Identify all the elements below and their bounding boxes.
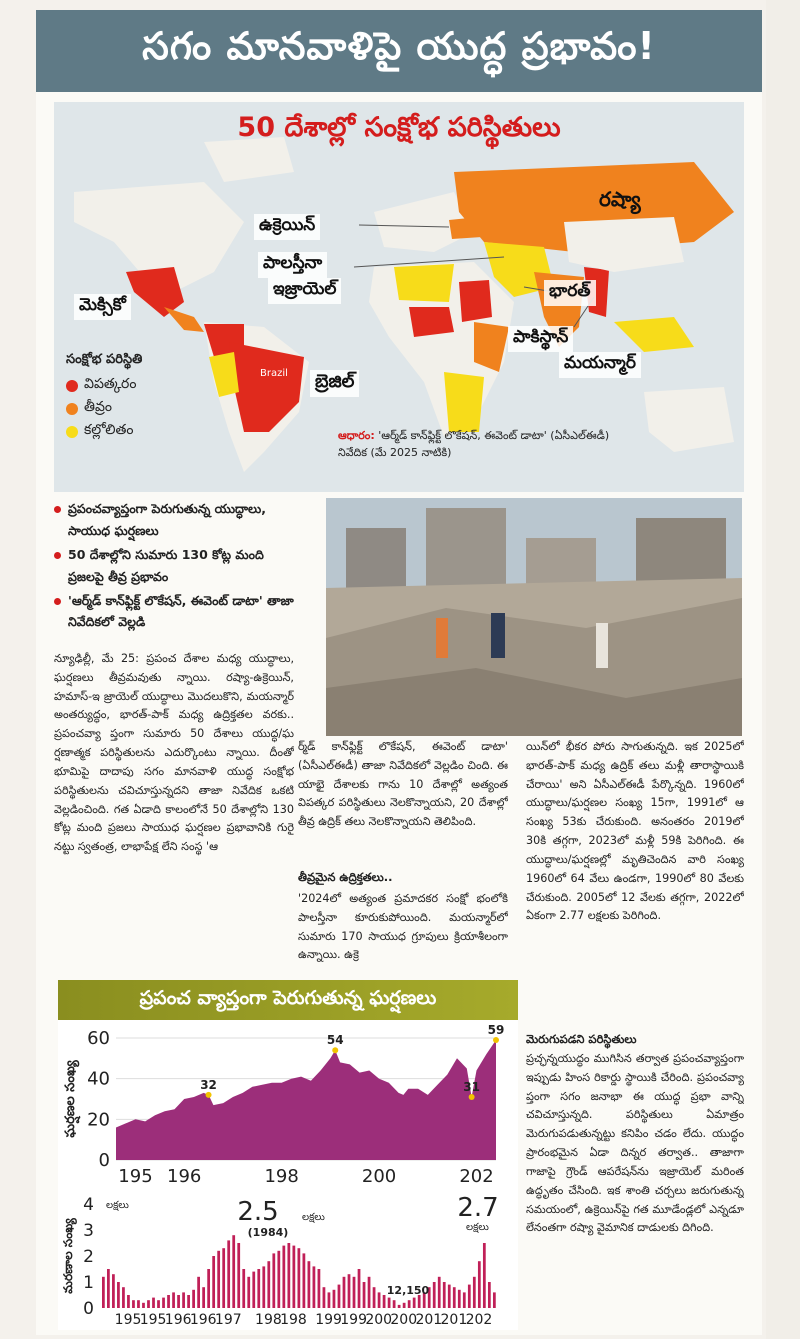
death-bar xyxy=(433,1282,436,1308)
conflicts-chart-box xyxy=(58,980,518,1330)
death-bar xyxy=(192,1290,195,1308)
map-legend xyxy=(66,352,142,445)
death-bar xyxy=(112,1274,115,1308)
death-bar xyxy=(107,1269,110,1308)
headline-banner xyxy=(36,10,762,92)
annotation-label: 32 xyxy=(200,1077,217,1092)
africa-north-conflict xyxy=(394,264,454,302)
death-bar xyxy=(297,1248,300,1308)
subheading-tensions: తీవ్రమైన ఉద్రిక్తతలు.. xyxy=(298,870,393,884)
article-panel xyxy=(36,10,762,1335)
death-bar xyxy=(478,1261,481,1308)
death-bar xyxy=(272,1253,275,1308)
headline: సగం మానవాళిపై యుద్ధ ప్రభావం! xyxy=(142,24,656,68)
x-tick-label: 198 xyxy=(264,1166,299,1187)
death-bar xyxy=(232,1235,235,1308)
label-palestine: పాలస్తీనా xyxy=(258,252,327,278)
x-tick-label: 199 xyxy=(315,1312,342,1328)
death-bar xyxy=(172,1292,175,1308)
deaths-bar-chart xyxy=(58,1190,518,1330)
legend-swatch-red xyxy=(66,380,78,392)
death-bar xyxy=(493,1292,496,1308)
x-tick-label: 195 xyxy=(118,1166,153,1187)
x-tick-label: 200 xyxy=(390,1312,418,1328)
bar-low-value: 12,150 xyxy=(386,1284,430,1297)
death-bar xyxy=(368,1277,371,1308)
label-ukraine: ఉక్రెయిన్ xyxy=(254,214,320,240)
label-pakistan: పాకిస్థాన్ xyxy=(508,326,573,352)
central-america-shape xyxy=(164,307,204,332)
death-bar xyxy=(393,1300,396,1308)
legend-swatch-orange xyxy=(66,403,78,415)
bar-peak-2022-value: 2.7 xyxy=(457,1193,499,1223)
death-bar xyxy=(147,1300,150,1308)
x-tick-label: 196 xyxy=(167,1166,202,1187)
annotation-point xyxy=(493,1037,499,1043)
y-tick-label: 60 xyxy=(87,1028,110,1049)
death-bar xyxy=(187,1295,190,1308)
x-tick-label: 198 xyxy=(280,1312,307,1328)
death-bar xyxy=(468,1285,471,1308)
conflicts-area-chart xyxy=(58,1020,518,1190)
x-tick-label: 195 xyxy=(139,1312,167,1328)
y-tick-label: 40 xyxy=(87,1068,110,1090)
mexico-shape xyxy=(126,267,184,317)
death-bar xyxy=(453,1287,456,1308)
article-column-2a: ర్మ్‌డ్ కాన్‌ఫ్లిక్ట్ లొకేషన్, ఈవెంట్ డాటా' (ఏసీఎల్ఈడీ) తాజా నివేదికలో వెల్లడిం చింది. ఈ యాభై దేశాలకు గాను 10 దేశాల్లో అత్యంత విపత్కర పరిస్థితులు నెలకొన్నాయని, 20 దేశాల్లో తీవ్ర ఉద్రిక్ తలు నెలకొన్నాయని తెలిపింది. xyxy=(298,740,508,829)
death-bar xyxy=(162,1298,165,1308)
article-column-3a: యిన్‌లో భీకర పోరు సాగుతున్నది. ఇక 2025లో భారత్-పాక్ మధ్య ఉద్రిక్ తలు మళ్లీ తారాస్థాయికి చేరాయి' అని ఏసీఎల్ఈడీ పేర్కొన్నది. 1960లో యుద్ధాలు/ఘర్షణల సంఖ్య 15గా, 1991లో ఆ సంఖ్య 53కు చేరుకుంది. అనంతరం 2019లో 30కి తగ్గగా, 2023లో మళ్లీ 59కి పెరిగింది. ఈ యుద్ధాలు/ఘర్షణల్లో మృతిచెందిన వారి సంఖ్య 1960లో 64 వేలు ఉండగా, 1990లో 80 వేలకు చేరుకుంది. 2005లో 12 వేలకు తగ్గగా, 2022లో ఏకంగా 2.77 లక్షలకు పెరిగింది. xyxy=(526,740,744,923)
legend-label: కల్లోలితం xyxy=(84,422,134,438)
map-title: 50 దేశాల్లో సంక్షోభ పరిస్థితులు xyxy=(237,112,561,143)
bullet-point: 'ఆర్మ్‌డ్ కాన్‌ఫ్లిక్ట్ లొకేషన్, ఈవెంట్ డాటా' తాజా నివేదికలో వెల్లడి xyxy=(54,590,294,634)
x-tick-label: 200 xyxy=(365,1312,393,1328)
x-tick-label: 197 xyxy=(214,1312,242,1328)
china-shape xyxy=(564,217,684,272)
death-bar xyxy=(157,1300,160,1308)
death-bar xyxy=(167,1295,170,1308)
death-bar xyxy=(438,1277,441,1308)
key-points xyxy=(54,498,294,635)
legend-item xyxy=(66,376,142,395)
annotation-point xyxy=(469,1094,475,1100)
death-bar xyxy=(313,1266,316,1308)
map-source xyxy=(338,428,618,461)
death-bar xyxy=(388,1298,391,1308)
death-bar xyxy=(383,1295,386,1308)
chart-title: ప్రపంచ వ్యాప్తంగా పెరుగుతున్న ఘర్షణలు xyxy=(58,980,518,1020)
death-bar xyxy=(308,1261,311,1308)
x-tick-label: 198 xyxy=(255,1312,282,1328)
death-bar xyxy=(408,1300,411,1308)
death-bar xyxy=(413,1298,416,1308)
legend-label: విపత్కరం xyxy=(84,376,137,392)
bullet-point: 50 దేశాల్లోని సుమారు 130 కోట్ల మంది ప్రజలపై తీవ్ర ప్రభావం xyxy=(54,544,294,588)
annotation-label: 59 xyxy=(487,1023,505,1038)
x-tick-label: 202 xyxy=(465,1312,493,1328)
death-bar xyxy=(252,1272,255,1308)
death-bar xyxy=(292,1246,295,1308)
label-india: భారత్ xyxy=(544,280,596,306)
death-bar xyxy=(458,1290,461,1308)
label-mexico: మెక్సికో xyxy=(74,294,131,320)
death-bar xyxy=(122,1287,125,1308)
death-bar xyxy=(358,1269,361,1308)
death-bar xyxy=(378,1292,381,1308)
legend-swatch-yellow xyxy=(66,426,78,438)
y-tick-label: 1 xyxy=(83,1273,94,1293)
south-africa-shape xyxy=(444,372,484,432)
death-bar xyxy=(207,1269,210,1308)
death-bar xyxy=(353,1277,356,1308)
death-bar xyxy=(217,1251,220,1308)
death-bar xyxy=(152,1298,155,1308)
label-myanmar: మయన్మార్ xyxy=(559,352,641,378)
death-bar xyxy=(102,1277,105,1308)
death-bar xyxy=(242,1269,245,1308)
death-bar xyxy=(448,1285,451,1308)
bullet-point: ప్రపంచవ్యాప్తంగా పెరుగుతున్న యుద్ధాలు, సాయుధ ఘర్షణలు xyxy=(54,498,294,542)
death-bar xyxy=(318,1269,321,1308)
death-bar xyxy=(277,1251,280,1308)
death-bar xyxy=(348,1274,351,1308)
label-brazil: బ్రెజిల్ xyxy=(310,370,359,397)
legend-title: సంక్షోభ పరిస్థితి xyxy=(66,352,143,367)
y-tick-label: 20 xyxy=(87,1109,110,1131)
annotation-point xyxy=(206,1092,212,1098)
death-bar xyxy=(117,1282,120,1308)
death-bar xyxy=(373,1287,376,1308)
source-text: 'ఆర్మ్‌డ్ కాన్‌ఫ్లిక్ట్ లొకేషన్, ఈవెంట్ డాటా' (ఏసీఎల్ఈడీ) నివేదిక (మే 2025 నాటికి) xyxy=(338,429,610,459)
y-axis-label: మరణాల సంఖ్య xyxy=(61,1218,75,1294)
death-bar xyxy=(247,1277,250,1308)
death-bar xyxy=(323,1287,326,1308)
y-tick-label: 0 xyxy=(98,1150,110,1171)
x-tick-label: 202 xyxy=(459,1166,494,1187)
x-tick-label: 196 xyxy=(189,1312,217,1328)
death-bar xyxy=(142,1303,145,1308)
x-tick-label: 199 xyxy=(340,1312,367,1328)
death-bar xyxy=(333,1290,336,1308)
x-tick-label: 201 xyxy=(415,1312,443,1328)
bar-peak-1984-value: 2.5 xyxy=(237,1197,279,1227)
death-bar xyxy=(137,1300,140,1308)
death-bar xyxy=(483,1243,486,1308)
death-bar xyxy=(222,1248,225,1308)
article-column-2b: '2024లో అత్యంత ప్రమాదకర సంక్షో భంలోకి పాలస్తీనా కూరుకుపోయింది. మయన్మార్‌లో సుమారు 170 సాయుధ గ్రూపులు క్రియాశీలంగా ఉన్నాయి. ఉక్రె xyxy=(298,892,508,962)
adjacent-page-strip xyxy=(766,0,800,1339)
article-column-3b: ప్రచ్ఛన్నయుద్ధం ముగిసిన తర్వాత ప్రపంచవ్యాప్తంగా ఇప్పుడు హింస రికార్డు స్థాయికి చేరింది. ప్రపంచవ్యా ప్తంగా సగం జనాభా ఈ యుద్ధ ప్రభా వాన్ని చవిచూస్తున్నది. పరిస్థితులు ఏమాత్రం మెరుగుపడుతున్నట్టు కనిపిం చడం లేదు. యుద్ధం ప్రారంభమైన ఏడా దిన్నర తర్వాత.. తాజాగా గాజాపై గ్రౌండ్ ఆపరేషన్‌ను ఇజ్రాయెల్ మరింత ఉద్ధృతం చేసింది. ఇక శాంతి చర్చలు జరుగుతున్న సమయంలో, ఉక్రెయిన్‌పై గత మూడేండ్లలో ఎన్నడూ లేనంతగా రష్యా వైమానిక దాడులకు దిగింది. xyxy=(526,1052,744,1235)
death-bar xyxy=(328,1292,331,1308)
australia-shape xyxy=(644,387,734,452)
death-bar xyxy=(262,1266,265,1308)
world-map xyxy=(54,102,744,492)
death-bar xyxy=(473,1277,476,1308)
death-bar xyxy=(488,1282,491,1308)
death-bar xyxy=(282,1246,285,1308)
death-bar xyxy=(212,1256,215,1308)
death-bar xyxy=(303,1253,306,1308)
label-israel: ఇజ్రాయెల్ xyxy=(268,278,341,304)
bar-peak-2022-unit: లక్షలు xyxy=(466,1222,489,1233)
death-bar xyxy=(237,1243,240,1308)
se-asia-shape xyxy=(614,317,694,352)
death-bar xyxy=(227,1240,230,1308)
legend-label: తీవ్రం xyxy=(84,399,112,415)
photo-illustration xyxy=(326,498,742,736)
y-tick-label: 2 xyxy=(83,1247,94,1267)
death-bar xyxy=(403,1303,406,1308)
death-bar xyxy=(267,1261,270,1308)
death-bar xyxy=(398,1305,401,1308)
peru-shape xyxy=(209,352,239,397)
bar-peak-1984-unit: లక్షలు xyxy=(302,1212,325,1223)
y-tick-label: 0 xyxy=(83,1299,94,1319)
annotation-point xyxy=(332,1047,338,1053)
y-tick-label: 3 xyxy=(83,1221,94,1241)
death-bar xyxy=(182,1292,185,1308)
death-bar xyxy=(343,1277,346,1308)
ukraine-shape xyxy=(449,217,482,239)
label-russia: రష్యా xyxy=(599,187,641,211)
x-tick-label: 201 xyxy=(440,1312,468,1328)
death-bar xyxy=(127,1295,130,1308)
death-bar xyxy=(257,1269,260,1308)
sudan-shape xyxy=(459,280,492,322)
death-bar xyxy=(463,1292,466,1308)
source-prefix: ఆధారం: xyxy=(338,429,375,442)
article-column-1: న్యూఢిల్లీ, మే 25: ప్రపంచ దేశాల మధ్య యుద్ధాలు, ఘర్షణలు తీవ్రమవుతు న్నాయి. రష్యా-ఉక్రెయిన్, హమాస్-ఇ జ్రాయెల్ యుద్ధాలు మొదలుకొని, మయన్మార్ అంతర్యుద్ధం, భారత్-పాక్ మధ్య ఉద్రిక్తతల వరకు.. ప్రపంచవ్యా ప్తంగా సుమారు 50 దేశాలు యుద్ధ/ఘ ర్షణాత్మక పరిస్థితులను ఎదుర్కొంటు న్నాయి. దీంతో భూమిపై దాదాపు సగం మానవాళి యుద్ధ సంక్షోభ పరిస్థితులను చవిచూస్తున్నదని తాజా నివేదిక ఒకటి వెల్లడించింది. గత ఏడాది కాలంలోనే 50 దేశాల్లోని 130 కోట్ల మంది ప్రజలు సాయుధ ఘర్షణల ప్రభావానికి గురై నట్టు స్వతంత్ర, లాభాపేక్ష లేని సంస్థ 'ఆ xyxy=(54,652,294,854)
death-bar xyxy=(443,1282,446,1308)
y-axis-label: ఘర్షణల సంఖ్య xyxy=(63,1060,78,1138)
death-bar xyxy=(197,1277,200,1308)
legend-item xyxy=(66,399,142,418)
death-bar xyxy=(338,1285,341,1308)
sahel-shape xyxy=(409,307,454,337)
death-bar xyxy=(202,1287,205,1308)
y-tick-label: 4 xyxy=(83,1195,94,1215)
war-rubble-photo xyxy=(326,498,742,736)
death-bar xyxy=(287,1243,290,1308)
x-tick-label: 196 xyxy=(164,1312,192,1328)
label-brazil-en: Brazil xyxy=(260,368,288,379)
subheading-no-improvement: మెరుగుపడని పరిస్థితులు xyxy=(526,1032,637,1046)
legend-item xyxy=(66,422,142,441)
annotation-label: 54 xyxy=(326,1033,344,1048)
x-tick-label: 195 xyxy=(114,1312,142,1328)
death-bar xyxy=(363,1282,366,1308)
death-bar xyxy=(177,1295,180,1308)
bar-peak-year: (1984) xyxy=(247,1226,289,1239)
x-tick-label: 200 xyxy=(361,1166,397,1187)
annotation-label: 31 xyxy=(463,1079,480,1094)
death-bar xyxy=(132,1300,135,1308)
y-unit-label: లక్షలు xyxy=(106,1200,129,1211)
